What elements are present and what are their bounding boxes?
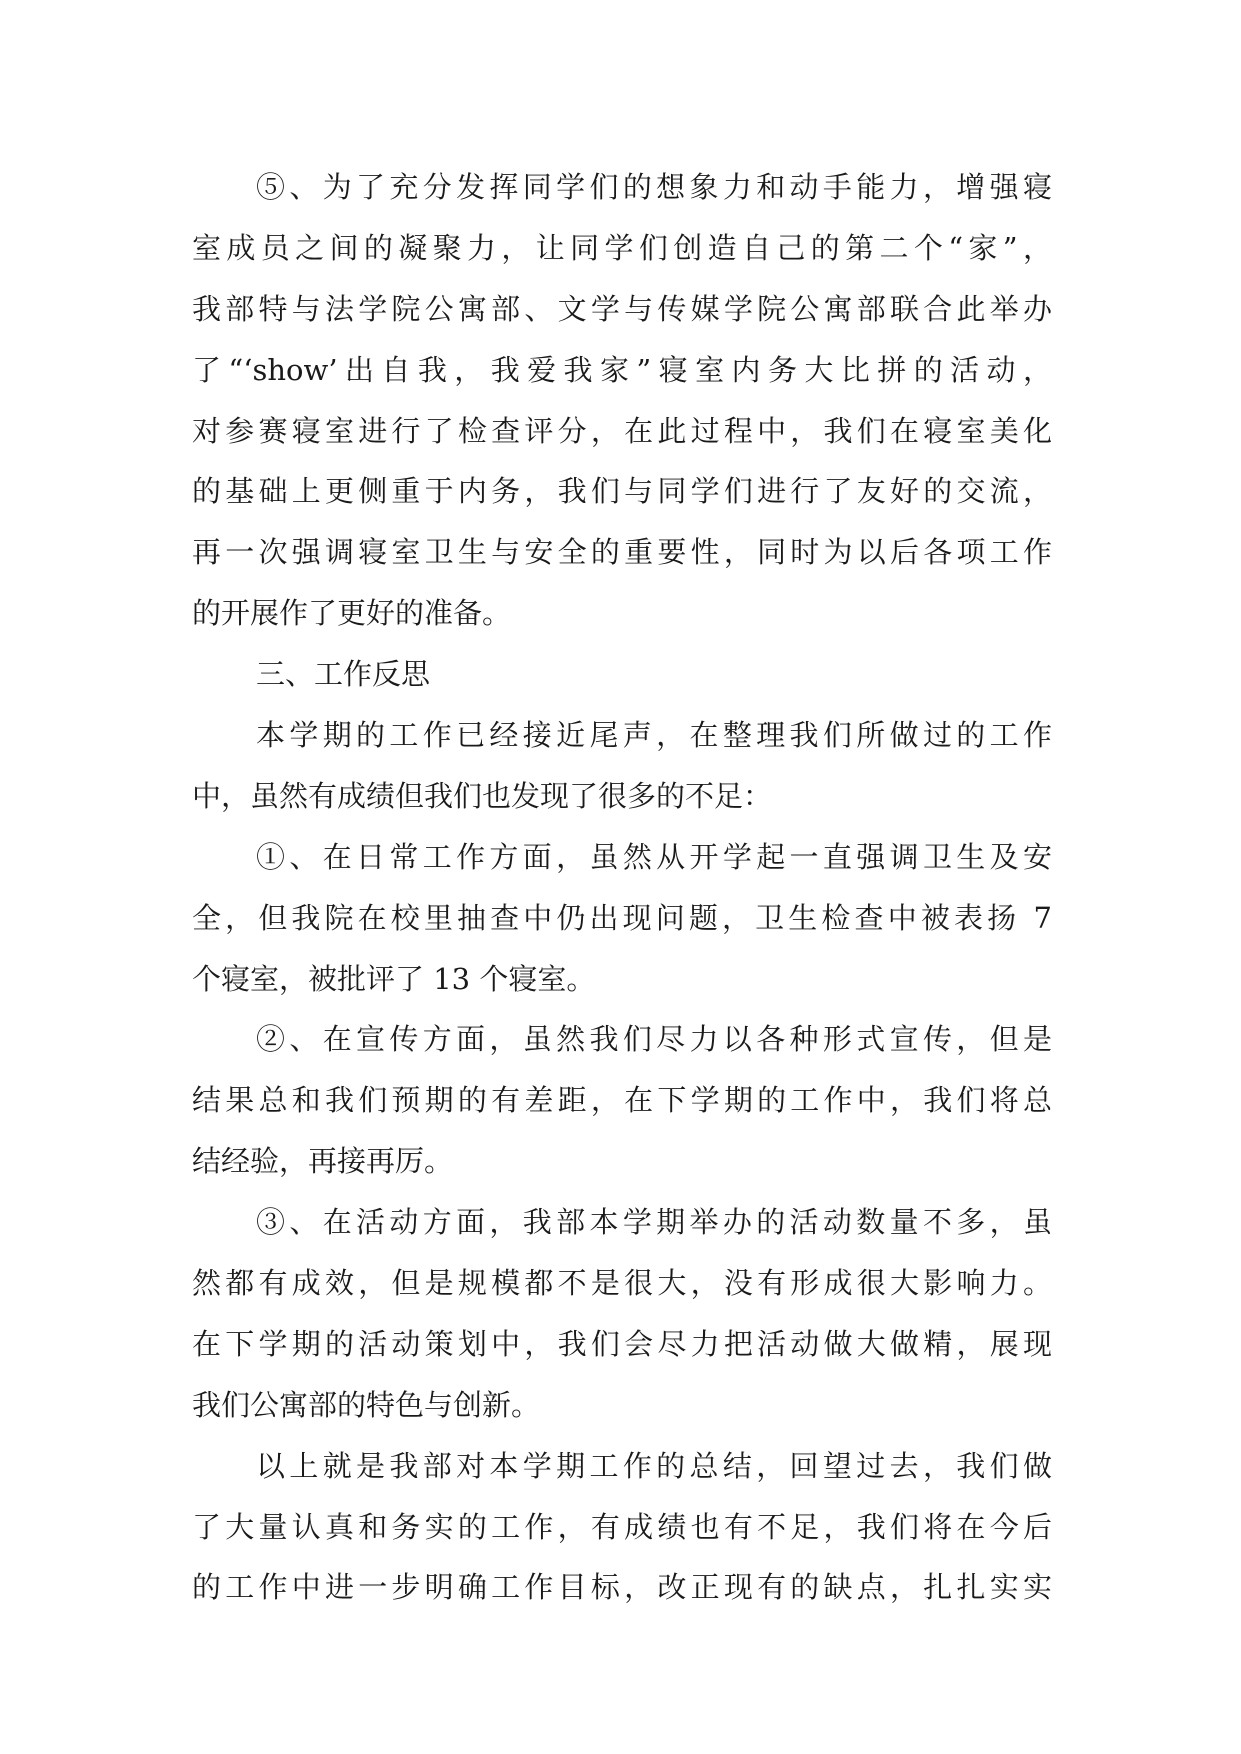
text-line: 三、工作反思 <box>256 657 431 692</box>
text-line: 结果总和我们预期的有差距，在下学期的工作中，我们将总 <box>192 1083 1052 1118</box>
text-line: 了大量认真和务实的工作，有成绩也有不足，我们将在今后 <box>192 1509 1052 1544</box>
text-line: ⑤、为了充分发挥同学们的想象力和动手能力，增强寝 <box>256 170 1052 204</box>
text-line: 我们公寓部的特色与创新。 <box>192 1387 541 1422</box>
text-line: 对参赛寝室进行了检查评分，在此过程中，我们在寝室美化 <box>192 413 1052 448</box>
text-line: 的基础上更侧重于内务，我们与同学们进行了友好的交流， <box>192 474 1052 509</box>
text-line: ③、在活动方面，我部本学期举办的活动数量不多，虽 <box>256 1205 1052 1240</box>
text-line: 个寝室，被批评了 13 个寝室。 <box>192 961 596 996</box>
text-line: 本学期的工作已经接近尾声，在整理我们所做过的工作 <box>256 718 1052 753</box>
text-line: 我部特与法学院公寓部、文学与传媒学院公寓部联合此举办 <box>192 291 1052 326</box>
text-line: ①、在日常工作方面，虽然从开学起一直强调卫生及安 <box>256 839 1052 874</box>
text-line: 在下学期的活动策划中，我们会尽力把活动做大做精，展现 <box>192 1326 1052 1361</box>
text-line: 了“‘show’出自我，我爱我家”寝室内务大比拼的活动， <box>192 352 1052 387</box>
text-line: 室成员之间的凝聚力，让同学们创造自己的第二个“家”， <box>192 230 1052 265</box>
text-line: 再一次强调寝室卫生与安全的重要性，同时为以后各项工作 <box>192 535 1052 570</box>
text-line: 的开展作了更好的准备。 <box>192 596 512 631</box>
text-line: 结经验，再接再厉。 <box>192 1144 454 1179</box>
text-line: 中，虽然有成绩但我们也发现了很多的不足： <box>192 778 773 813</box>
text-line: ②、在宣传方面，虽然我们尽力以各种形式宣传，但是 <box>256 1022 1052 1057</box>
text-line: 然都有成效，但是规模都不是很大，没有形成很大影响力。 <box>192 1266 1052 1301</box>
text-line: 全，但我院在校里抽查中仍出现问题，卫生检查中被表扬 7 <box>192 900 1052 935</box>
text-line: 以上就是我部对本学期工作的总结，回望过去，我们做 <box>256 1448 1052 1483</box>
document-body <box>192 157 1052 1618</box>
text-line: 的工作中进一步明确工作目标，改正现有的缺点，扎扎实实 <box>192 1570 1052 1605</box>
